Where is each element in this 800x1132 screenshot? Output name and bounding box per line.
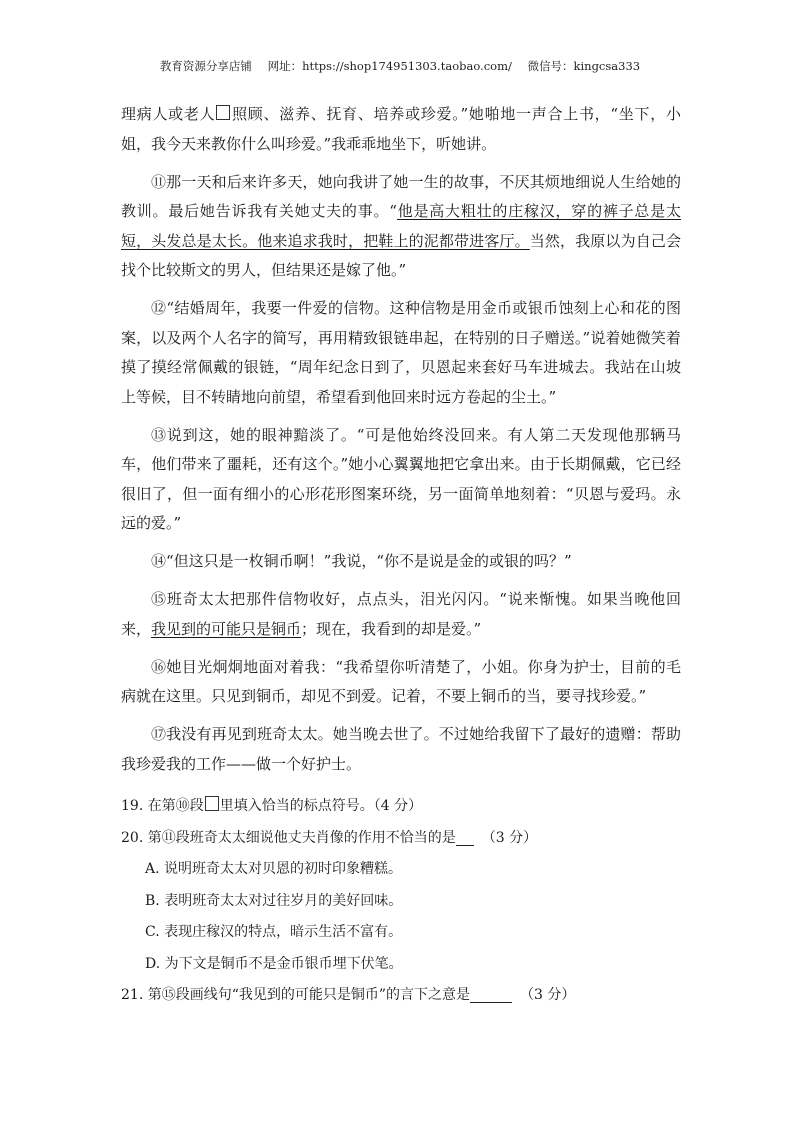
blank-box	[205, 796, 219, 811]
paragraph-12: ⑫“结婚周年，我要一件爱的信物。这种信物是用金币或银币蚀刻上心和花的图案，以及两个人名字的简写，再用精致银链串起，在特别的日子赠送。”说着她微笑着摸了摸经常佩戴的银链，“周年纪念日到了，贝恩起来套好马车进城去。我站在山坡上等候，目不转睛地向前望，希望看到他回来时远方卷起的尘土。”	[121, 299, 681, 406]
header-site: 网址：https://shop174951303.taobao.com/	[267, 59, 512, 73]
header-wechat: 微信号：kingcsa333	[527, 59, 641, 73]
question-19: 19. 在第⑩段 里填入恰当的标点符号。（4 分）	[121, 798, 423, 814]
answer-blank	[456, 829, 474, 846]
answer-blank	[470, 986, 512, 1003]
questions	[121, 791, 681, 1012]
paragraph-14: ⑭“但这只是一枚铜币啊！”我说，“你不是说是金的或银的吗？”	[151, 552, 572, 570]
option-b: B. 表明班奇太太对过往岁月的美好回味。	[145, 892, 403, 909]
paragraph-11: ⑪那一天和后来许多天，她向我讲了她一生的故事，不厌其烦地细说人生给她的教训。最后她告诉我有关她丈夫的事。“他是高大粗壮的庄稼汉，穿的裤子总是太短，头发总是太长。他来追求我时，把鞋上的泥都带进客厅。当然，我原以为自己会找个比较斯文的男人，但结果还是嫁了他。”	[121, 172, 681, 279]
question-20: 20. 第⑪段班奇太太细说他丈夫肖像的作用不恰当的是 （3 分）	[121, 829, 538, 846]
underlined-sentence: 他是高大粗壮的庄稼汉，穿的裤子总是太短，头发总是太长。他来追求我时，把鞋上的泥都带进客厅。	[121, 202, 681, 250]
option-a: A. 说明班奇太太对贝恩的初时印象糟糕。	[145, 861, 403, 877]
option-d: D. 为下文是铜币不是金币银币埋下伏笔。	[145, 955, 403, 972]
paragraph-15: ⑮班奇太太把那件信物收好，点点头，泪光闪闪。“说来惭愧。如果当晚他回来，我见到的可能只是铜币；现在，我看到的却是爱。”	[121, 590, 681, 638]
blank-box	[216, 105, 230, 120]
underlined-sentence: 我见到的可能只是铜币	[151, 619, 302, 638]
page-header	[0, 58, 800, 74]
paragraph-13: ⑬说到这，她的眼神黯淡了。“可是他始终没回来。有人第二天发现他那辆马车，他们带来了噩耗，还有这个。”她小心翼翼地把它拿出来。由于长期佩戴，它已经很旧了，但一面有细小的心形花形图案环绕，另一面简单地刻着：“贝恩与爱玛。永远的爱。”	[121, 425, 681, 532]
question-21: 21. 第⑮段画线句“我见到的可能只是铜币”的言下之意是 （3 分）	[121, 987, 576, 1003]
paragraph-16: ⑯她目光炯炯地面对着我：“我希望你听清楚了，小姐。你身为护士，目前的毛病就在这里。只见到铜币，却见不到爱。记着，不要上铜币的当，要寻找珍爱。”	[121, 657, 681, 705]
passage	[121, 100, 681, 788]
paragraph-17: ⑰我没有再见到班奇太太。她当晚去世了。不过她给我留下了最好的遗赠：帮助我珍爱我的工作——做一个好护士。	[121, 725, 681, 773]
header-shop: 教育资源分享店铺	[159, 59, 252, 73]
option-c: C. 表现庄稼汉的特点，暗示生活不富有。	[145, 924, 403, 940]
paragraph-10-continued: 理病人或老人 照顾、滋养、抚育、培养或珍爱。”她啪地一声合上书，“坐下，小姐，我今天来教你什么叫珍爱。”我乖乖地坐下，听她讲。	[121, 105, 681, 153]
